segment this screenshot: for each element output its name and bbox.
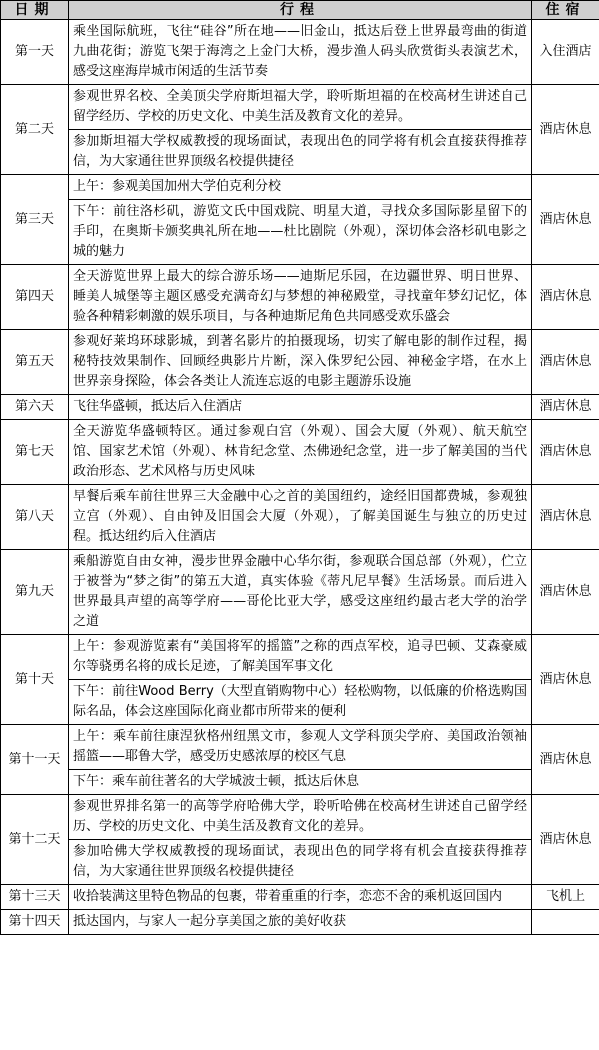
table-row — [1, 420, 599, 485]
table-row — [1, 265, 599, 330]
day-label: 第二天 — [1, 85, 69, 175]
table-row — [1, 175, 599, 200]
itinerary-text: 参观世界排名第一的高等学府哈佛大学，聆听哈佛在校高材生讲述自己留学经历、学校的历史文化、中美生活及教育文化的差异。 — [69, 795, 532, 840]
itinerary-text: 早餐后乘车前往世界三大金融中心之首的美国纽约，途经旧国都费城，参观独立宫（外观）、自由钟及旧国会大厦（外观），了解美国诞生与独立的历史过程。抵达纽约后入住酒店 — [69, 485, 532, 550]
itinerary-text: 参加斯坦福大学权威教授的现场面试，表现出色的同学将有机会直接获得推荐信，为大家通往世界顶级名校提供捷径 — [69, 130, 532, 175]
day-label: 第十二天 — [1, 795, 69, 885]
itinerary-text: 上午：乘车前往康涅狄格州纽黑文市，参观人文学科顶尖学府、美国政治领袖摇篮——耶鲁大学，感受历史感浓厚的校区气息 — [69, 725, 532, 770]
lodging-cell: 酒店休息 — [532, 550, 599, 635]
itinerary-text: 收拾装满这里特色物品的包裹，带着重重的行李，恋恋不舍的乘机返回国内 — [69, 885, 532, 910]
table-row — [1, 330, 599, 395]
day-label: 第三天 — [1, 175, 69, 265]
lodging-cell: 酒店休息 — [532, 85, 599, 175]
table-row — [1, 635, 599, 680]
itinerary-text: 乘坐国际航班，飞往“硅谷”所在地——旧金山，抵达后登上世界最弯曲的街道九曲花街；游览飞架于海湾之上金门大桥，漫步渔人码头欣赏街头表演艺术，感受这座海岸城市闲适的生活节奏 — [69, 20, 532, 85]
day-label: 第六天 — [1, 395, 69, 420]
header-lodging: 住宿 — [532, 1, 599, 20]
table-row — [1, 680, 599, 725]
itinerary-text: 下午：乘车前往著名的大学城波士顿，抵达后休息 — [69, 770, 532, 795]
lodging-cell: 酒店休息 — [532, 485, 599, 550]
day-label: 第十天 — [1, 635, 69, 725]
day-label: 第十三天 — [1, 885, 69, 910]
day-label: 第四天 — [1, 265, 69, 330]
lodging-cell: 酒店休息 — [532, 395, 599, 420]
table-row — [1, 130, 599, 175]
lodging-cell: 酒店休息 — [532, 420, 599, 485]
table-row — [1, 840, 599, 885]
itinerary-text: 参观好莱坞环球影城，到著名影片的拍摄现场，切实了解电影的制作过程，揭秘特技效果制作、回顾经典影片片断，深入侏罗纪公园、神秘金字塔，在水上世界亲身探险，体会各类让人流连忘返的电影主题游乐设施 — [69, 330, 532, 395]
itinerary-text: 上午：参观游览素有“美国将军的摇篮”之称的西点军校，追寻巴顿、艾森豪威尔等骁勇名将的成长足迹，了解美国军事文化 — [69, 635, 532, 680]
table-row — [1, 85, 599, 130]
lodging-cell: 酒店休息 — [532, 175, 599, 265]
itinerary-text: 全天游览华盛顿特区。通过参观白宫（外观）、国会大厦（外观）、航天航空馆、国家艺术馆（外观）、林肯纪念堂、杰佛逊纪念堂，进一步了解美国的当代政治形态、艺术风格与历史风味 — [69, 420, 532, 485]
itinerary-text: 抵达国内，与家人一起分享美国之旅的美好收获 — [69, 910, 532, 935]
itinerary-text: 下午：前往Wood Berry（大型直销购物中心）轻松购物，以低廉的价格选购国际名品，体会这座国际化商业都市所带来的便利 — [69, 680, 532, 725]
lodging-cell: 酒店休息 — [532, 635, 599, 725]
table-row — [1, 770, 599, 795]
itinerary-text: 下午：前往洛杉矶，游览文氏中国戏院、明星大道，寻找众多国际影星留下的手印，在奥斯卡颁奖典礼所在地——杜比剧院（外观），深切体会洛杉矶电影之城的魅力 — [69, 200, 532, 265]
day-label: 第五天 — [1, 330, 69, 395]
itinerary-text: 参加哈佛大学权威教授的现场面试，表现出色的同学将有机会直接获得推荐信，为大家通往世界顶级名校提供捷径 — [69, 840, 532, 885]
lodging-cell: 飞机上 — [532, 885, 599, 910]
itinerary-text: 参观世界名校、全美顶尖学府斯坦福大学，聆听斯坦福的在校高材生讲述自己留学经历、学校的历史文化、中美生活及教育文化的差异。 — [69, 85, 532, 130]
table-row — [1, 795, 599, 840]
table-row — [1, 200, 599, 265]
lodging-cell: 入住酒店 — [532, 20, 599, 85]
itinerary-text: 全天游览世界上最大的综合游乐场——迪斯尼乐园，在边疆世界、明日世界、睡美人城堡等主题区感受充满奇幻与梦想的神秘殿堂，寻找童年梦幻记忆，体验各种精彩刺激的娱乐项目，与各种迪斯尼角色共同感受欢乐盛会 — [69, 265, 532, 330]
table-row — [1, 885, 599, 910]
table-row — [1, 395, 599, 420]
header-day: 日期 — [1, 1, 69, 20]
header-row — [1, 1, 599, 20]
itinerary-text: 乘船游览自由女神，漫步世界金融中心华尔街，参观联合国总部（外观），伫立于被誉为“梦之街”的第五大道，真实体验《蒂凡尼早餐》生活场景。而后进入世界最具声望的高等学府——哥伦比亚大学，感受这座纽约最古老大学的治学之道 — [69, 550, 532, 635]
table-row — [1, 20, 599, 85]
table-row — [1, 910, 599, 935]
header-itinerary: 行程 — [69, 1, 532, 20]
lodging-cell: 酒店休息 — [532, 265, 599, 330]
day-label: 第十四天 — [1, 910, 69, 935]
lodging-cell — [532, 910, 599, 935]
lodging-cell: 酒店休息 — [532, 725, 599, 795]
table-row — [1, 725, 599, 770]
itinerary-text: 飞往华盛顿，抵达后入住酒店 — [69, 395, 532, 420]
table-row — [1, 550, 599, 635]
lodging-cell: 酒店休息 — [532, 330, 599, 395]
day-label: 第一天 — [1, 20, 69, 85]
itinerary-text: 上午：参观美国加州大学伯克利分校 — [69, 175, 532, 200]
day-label: 第九天 — [1, 550, 69, 635]
day-label: 第十一天 — [1, 725, 69, 795]
table-row — [1, 485, 599, 550]
day-label: 第七天 — [1, 420, 69, 485]
lodging-cell: 酒店休息 — [532, 795, 599, 885]
day-label: 第八天 — [1, 485, 69, 550]
